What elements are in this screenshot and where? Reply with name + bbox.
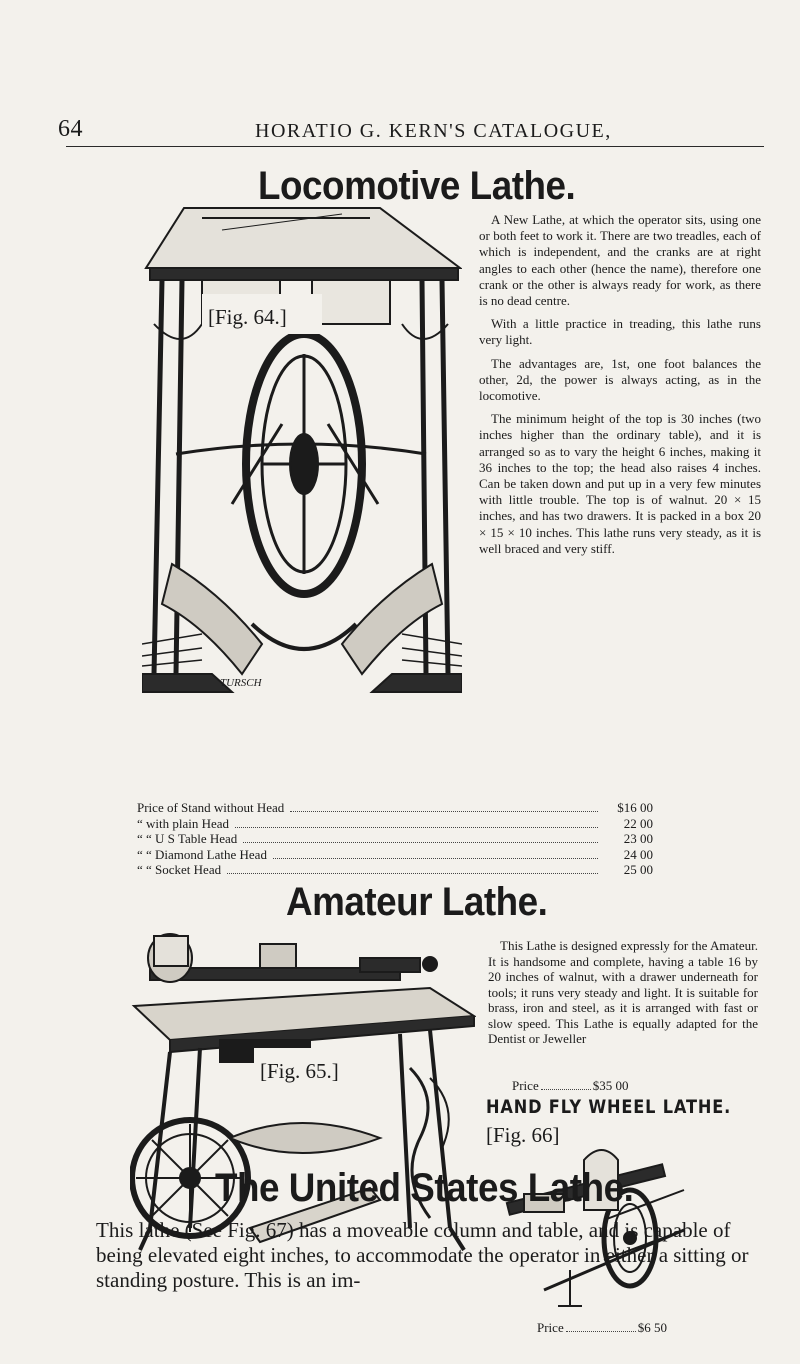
amateur-lathe-title: Amateur Lathe. [286,880,548,924]
hand-fly-figure-caption: [Fig. 66] [486,1123,560,1147]
amateur-figure-caption: [Fig. 65.] [260,1059,339,1083]
price-label: “ “ Socket Head [137,862,222,877]
price-value: 22 00 [623,815,653,831]
running-head: HORATIO G. KERN'S CATALOGUE, [255,120,612,142]
price-value: 23 00 [623,831,653,846]
leader-dots [243,842,598,843]
amateur-price [512,1078,628,1094]
header-rule [66,146,764,147]
price-value: 25 00 [623,862,653,877]
leader-dots [541,1089,591,1090]
amateur-price-value: $35 00 [592,1078,629,1093]
locomotive-paragraph-2: With a little practice in treading, this lathe runs very light. [479,316,761,348]
hand-fly-price [537,1320,667,1336]
amateur-paragraph: This Lathe is designed expressly for the Amateur. It is handsome and complete, having a table 16 by 20 inches of walnut, with a drawer underneath for tools; it runs very steady and light. It is suitable for brass, iron and steel, as it is arranged with fast or slow speed. This Lathe is equally adapted for the Dentist or Jeweller [488,938,758,1046]
locomotive-paragraph-1: A New Lathe, at which the operator sits, using one or both feet to work it. There are two treadles, each of which is independent, and the cranks are at right angles to each other (hence the name), therefore one crank or the other is always ready for work, as there is no dead centre. [479,212,761,309]
price-row [137,831,653,847]
leader-dots [290,811,598,812]
leader-dots [235,827,598,828]
locomotive-description [479,212,761,564]
locomotive-lathe-illustration [142,204,462,790]
price-value: 24 00 [623,846,653,862]
locomotive-lathe-figure [142,204,462,790]
price-row [137,800,653,816]
locomotive-price-list [137,800,653,878]
price-label: “ “ U S Table Head [137,831,238,846]
page-number: 64 [58,116,83,142]
price-label: “ with plain Head [137,815,230,831]
price-row [137,862,653,878]
price-label: “ “ Diamond Lathe Head [137,846,267,862]
locomotive-figure-caption: [Fig. 64.] [208,305,287,329]
locomotive-paragraph-4: The minimum height of the top is 30 inches (two inches higher than the ordinary table), and it is arranged so as to vary the height 6 inches, making it 36 inches to the top; the head also raises 4 inches. Can be taken down and put up in a very few minutes with little trouble. The top is of walnut. 20 × 15 inches, and has two drawers. It is packed in a box 20 × 15 × 10 inches. This lathe runs very steady, as it is well braced and very stiff. [479,411,761,556]
amateur-description [488,938,758,1047]
locomotive-lathe-title: Locomotive Lathe. [258,164,576,208]
price-value: $16 00 [617,800,653,815]
price-row [137,847,653,863]
price-row [137,816,653,832]
leader-dots [273,858,598,859]
price-label: Price of Stand without Head [137,800,285,815]
locomotive-paragraph-3: The advantages are, 1st, one foot balances the other, 2d, the power is always acting, as in the locomotive. [479,355,761,404]
leader-dots [566,1331,636,1332]
hand-fly-price-value: $6 50 [637,1320,667,1335]
engraver-signature: TURSCH [220,677,262,689]
amateur-price-label: Price [512,1078,539,1093]
united-states-lathe-title: The United States Lathe. [215,1166,634,1210]
hand-fly-wheel-lathe-title: HAND FLY WHEEL LATHE. [486,1096,732,1118]
leader-dots [227,873,598,874]
united-states-description: This lathe (See Fig. 67) has a moveable column and table, and is capable of being elevated eight inches, to accommodate the operator in either a sitting or standing posture. This is an im- [96,1218,749,1292]
hand-fly-price-label: Price [537,1320,564,1335]
